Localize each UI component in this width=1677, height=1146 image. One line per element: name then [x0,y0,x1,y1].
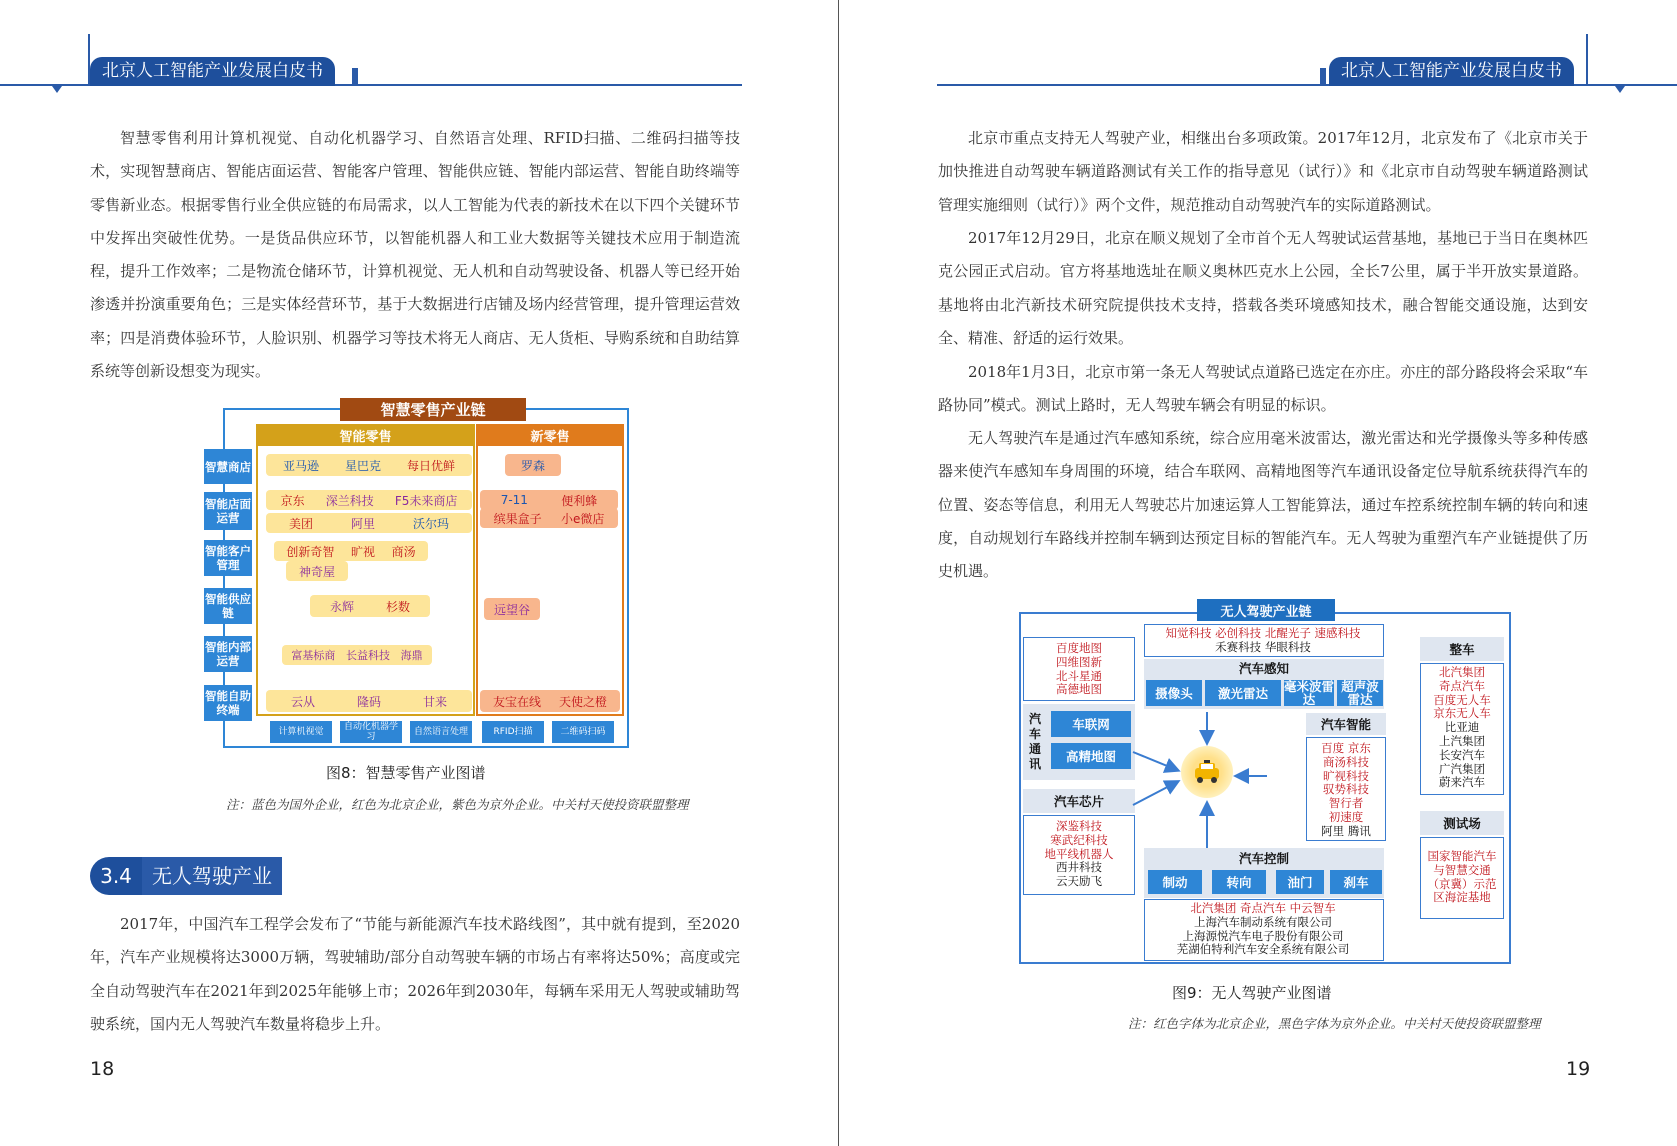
header-accent [1586,34,1588,86]
row-label: 智能供应链 [204,588,252,624]
column-smart-retail: 智能零售 [256,424,475,446]
company: 富基标商 [291,649,336,662]
company-group [484,598,540,620]
test-title: 测试场 [1420,811,1504,835]
company: 广汽集团 [1439,761,1485,776]
company: 杉数 [385,599,410,614]
company: 上海汽车制动系统有限公司 [1194,914,1332,929]
control-item: 刹车 [1330,870,1382,894]
page-number: 19 [1566,1058,1591,1080]
company-group [266,490,472,510]
company: 旷视科技 [1323,768,1369,783]
company: 7-11 [500,493,528,507]
company: 云从 [290,694,315,709]
company: 高德地图 [1056,682,1102,697]
company: 蔚来汽车 [1439,775,1485,790]
row-label: 智能内部运营 [204,636,252,672]
company: 奇点汽车 [1439,678,1485,693]
company: 京东无人车 [1433,706,1491,721]
company: 上汽集团 [1439,733,1485,748]
company-group [266,454,472,476]
column-new-retail: 新零售 [476,424,624,446]
test-field [1420,837,1504,919]
paragraph-autonomous-roadmap: 2017年，中国汽车工程学会发布了“节能与新能源汽车技术路线图”，其中就有提到，至2020年，汽车产业规模将达3000万辆，驾驶辅助/部分自动驾驶车辆的市场占有率将达50%；高度或完全自动驾驶汽车在2021年到2025年能够上市；2026年到2030年，每辆车采用无人驾驶或辅助驾驶系统，国内无人驾驶汽车数量将稳步上升。 [90,915,740,1033]
paragraph-autonomous-tech: 无人驾驶汽车是通过汽车感知系统，综合应用毫米波雷达，激光雷达和光学摄像头等多种传感器来使汽车感知车身周围的环境，结合车联网、高精地图等汽车通讯设备定位导航系统获得汽车的位置、姿态等信息，利用无人驾驶芯片加速运算人工智能算法，通过车控系统控制车辆的转向和速度，自动规划行车路线并控制车辆到达预定目标的智能汽车。无人驾驶为重塑汽车产业链提供了历史机遇。 [938,429,1588,581]
company-group [266,513,472,533]
company: 长安汽车 [1439,747,1485,762]
company: F5未来商店 [394,493,458,508]
row-label: 智能自助终端 [204,685,252,721]
company-list: 禾赛科技 华眼科技 [1215,640,1311,654]
paragraph-beijing-policy: 北京市重点支持无人驾驶产业，相继出台多项政策。2017年12月，北京发布了《北京市关于加快推进自动驾驶车辆道路测试有关工作的指导意见（试行）》和《北京市自动驾驶车辆道路测试管理实施细则（试行）》两个文件，规范推动自动驾驶汽车的实际道路测试。 [938,129,1588,214]
company: 沃尔玛 [412,516,449,531]
company: 北汽集团 奇点汽车 中云智车 [1190,901,1336,915]
company-group [480,490,618,510]
company: 阿里 腾讯 [1321,823,1371,838]
company: 寒武纪科技 [1050,832,1108,847]
right-page [839,0,1677,1146]
connector-arrows [1129,700,1269,850]
company: 驭势科技 [1323,782,1369,797]
perception-item: 毫米波雷达 [1284,679,1335,707]
company-group [286,561,348,581]
company: 上海源悦汽车电子股份有限公司 [1182,928,1344,943]
perception-item: 摄像头 [1146,680,1202,706]
chip-title: 汽车芯片 [1023,789,1135,813]
header-title: 北京人工智能产业发展白皮书 [1329,57,1574,86]
company: 北斗星通 [1056,668,1102,683]
company: 比亚迪 [1444,720,1480,735]
intel-title: 汽车智能 [1306,713,1386,735]
chip-companies [1023,815,1135,895]
company: 每日优鲜 [406,458,455,473]
company-group [480,690,620,712]
tech-label: RFID扫描 [482,721,544,743]
left-page [0,0,838,1146]
header-accent-square [352,68,358,85]
company: 美团 [288,516,313,531]
company: 星巴克 [344,458,381,473]
paragraph-smart-retail: 智慧零售利用计算机视觉、自动化机器学习、自然语言处理、RFID扫描、二维码扫描等技术，实现智慧商店、智能店面运营、智能客户管理、智能供应链、智能内部运营、智能自助终端等零售新业态。根据零售行业全供应链的布局需求，以人工智能为代表的新技术在以下四个关键环节中发挥出突破性优势。一是货品供应环节，以智能机器人和工业大数据等关键技术应用于制造流程，提升工作效率；二是物流仓储环节，计算机视觉、无人机和自动驾驶设备、机器人等已经开始渗透并扮演重要角色；三是实体经营环节，基于大数据进行店铺及场内经营管理，提升管理运营效率；四是消费体验环节，人脸识别、机器学习等技术将无人商店、无人货柜、导购系统和自助结算系统等创新设想变为现实。 [90,129,740,381]
company: 深兰科技 [325,493,374,508]
company: 隆码 [356,694,381,709]
page-number: 18 [90,1058,115,1080]
header-marker [52,86,62,93]
company: 友宝在线 [492,694,541,709]
paragraph-shunyi-base: 2017年12月29日，北京在顺义规划了全市首个无人驾驶试运营基地，基地已于当日在奥林匹克公园正式启动。官方将基地选址在顺义奥林匹克水上公园，全长7公里，属于半开放实景道路。基地将由北汽新技术研究院提供技术支持，搭载各类环境感知技术，融合智能交通设施，达到安全、精准、舒适的运行效果。 [938,229,1588,347]
tech-label: 自动化机器学习 [340,721,402,743]
company-group [274,541,428,561]
perception-item: 激光雷达 [1205,680,1281,706]
control-companies [1144,899,1384,961]
company: 天使之橙 [558,694,607,709]
header-title: 北京人工智能产业发展白皮书 [90,57,335,86]
company: 阿里 [350,516,375,531]
company: 商汤科技 [1323,754,1369,769]
row-label: 智能客户管理 [204,540,252,576]
section-number: 3.4 [90,857,142,895]
company: 地平线机器人 [1044,846,1114,861]
company: 长益科技 [345,649,390,662]
company: 芜湖伯特利汽车安全系统有限公司 [1176,942,1350,957]
company: 京东 [280,493,305,508]
paragraph-yizhuang-road: 2018年1月3日，北京市第一条无人驾驶试点道路已选定在亦庄。亦庄的部分路段将会采取“车路协同”模式。测试上路时，无人驾驶车辆会有明显的标识。 [938,363,1588,415]
figure8-note: 注：蓝色为国外企业，红色为北京企业，紫色为京外企业。中关村天使投资联盟整理 [226,797,689,812]
tech-label: 计算机视觉 [270,721,332,743]
figure9-note: 注：红色字体为北京企业，黑色字体为京外企业。中关村天使投资联盟整理 [1128,1016,1541,1031]
company: 深鉴科技 [1056,819,1102,833]
oem-title: 整车 [1420,637,1504,661]
row-label: 智慧商店 [204,449,252,484]
company: 百度 京东 [1321,741,1371,755]
test-site: 国家智能汽车与智慧交通（京冀）示范区海淀基地 [1427,849,1497,905]
oem-companies [1420,663,1504,795]
company: 百度地图 [1056,641,1102,655]
section-title: 无人驾驶产业 [142,857,282,895]
comm-item: 车联网 [1051,711,1131,737]
comm-item: 高精地图 [1051,743,1131,769]
company: 远望谷 [493,602,530,617]
company: 海鼎 [400,649,423,662]
figure9-title: 无人驾驶产业链 [1197,599,1335,621]
company: 北汽集团 [1439,665,1485,679]
header-marker [1615,86,1625,93]
tech-label: 自然语言处理 [410,721,472,743]
control-item: 转向 [1212,870,1266,894]
intel-companies [1306,737,1386,841]
company: 亚马逊 [282,458,319,473]
tech-label: 二维码扫码 [552,721,614,743]
company-group [310,595,430,617]
company: 甘来 [422,694,447,709]
company: 初速度 [1328,809,1364,824]
company: 小e微店 [560,511,605,526]
company-group [505,454,561,476]
company: 缤果盒子 [493,511,542,526]
company: 商汤 [391,544,416,559]
company: 创新奇智 [286,544,335,559]
perception-companies [1144,624,1384,657]
comm-title: 汽车通讯 [1025,706,1045,778]
company: 神奇屋 [298,564,335,579]
company: 西井科技 [1056,860,1102,875]
company: 智行者 [1328,796,1364,811]
control-item: 制动 [1148,870,1202,894]
company: 百度无人车 [1433,692,1491,707]
row-label: 智能店面运营 [204,492,252,530]
company: 便利蜂 [561,493,598,508]
company-group [282,645,432,665]
company-group [266,690,472,712]
company-list: 知觉科技 必创科技 北醒光子 速感科技 [1165,626,1361,640]
company: 云天励飞 [1056,874,1102,889]
perception-title: 汽车感知 [1144,659,1384,677]
company: 四维图新 [1056,654,1102,669]
company: 旷视 [350,544,375,559]
company: 罗森 [520,458,545,473]
figure8-title: 智慧零售产业链 [340,398,526,421]
map-companies [1023,637,1135,701]
header-accent-square [1320,68,1326,85]
company: 永辉 [329,599,354,614]
control-item: 油门 [1276,870,1324,894]
figure9-caption: 图9：无人驾驶产业图谱 [1172,984,1332,1002]
figure8-caption: 图8：智慧零售产业图谱 [326,764,486,782]
perception-item: 超声波雷达 [1337,680,1383,706]
control-title: 汽车控制 [1144,849,1384,867]
company-group [480,508,618,528]
